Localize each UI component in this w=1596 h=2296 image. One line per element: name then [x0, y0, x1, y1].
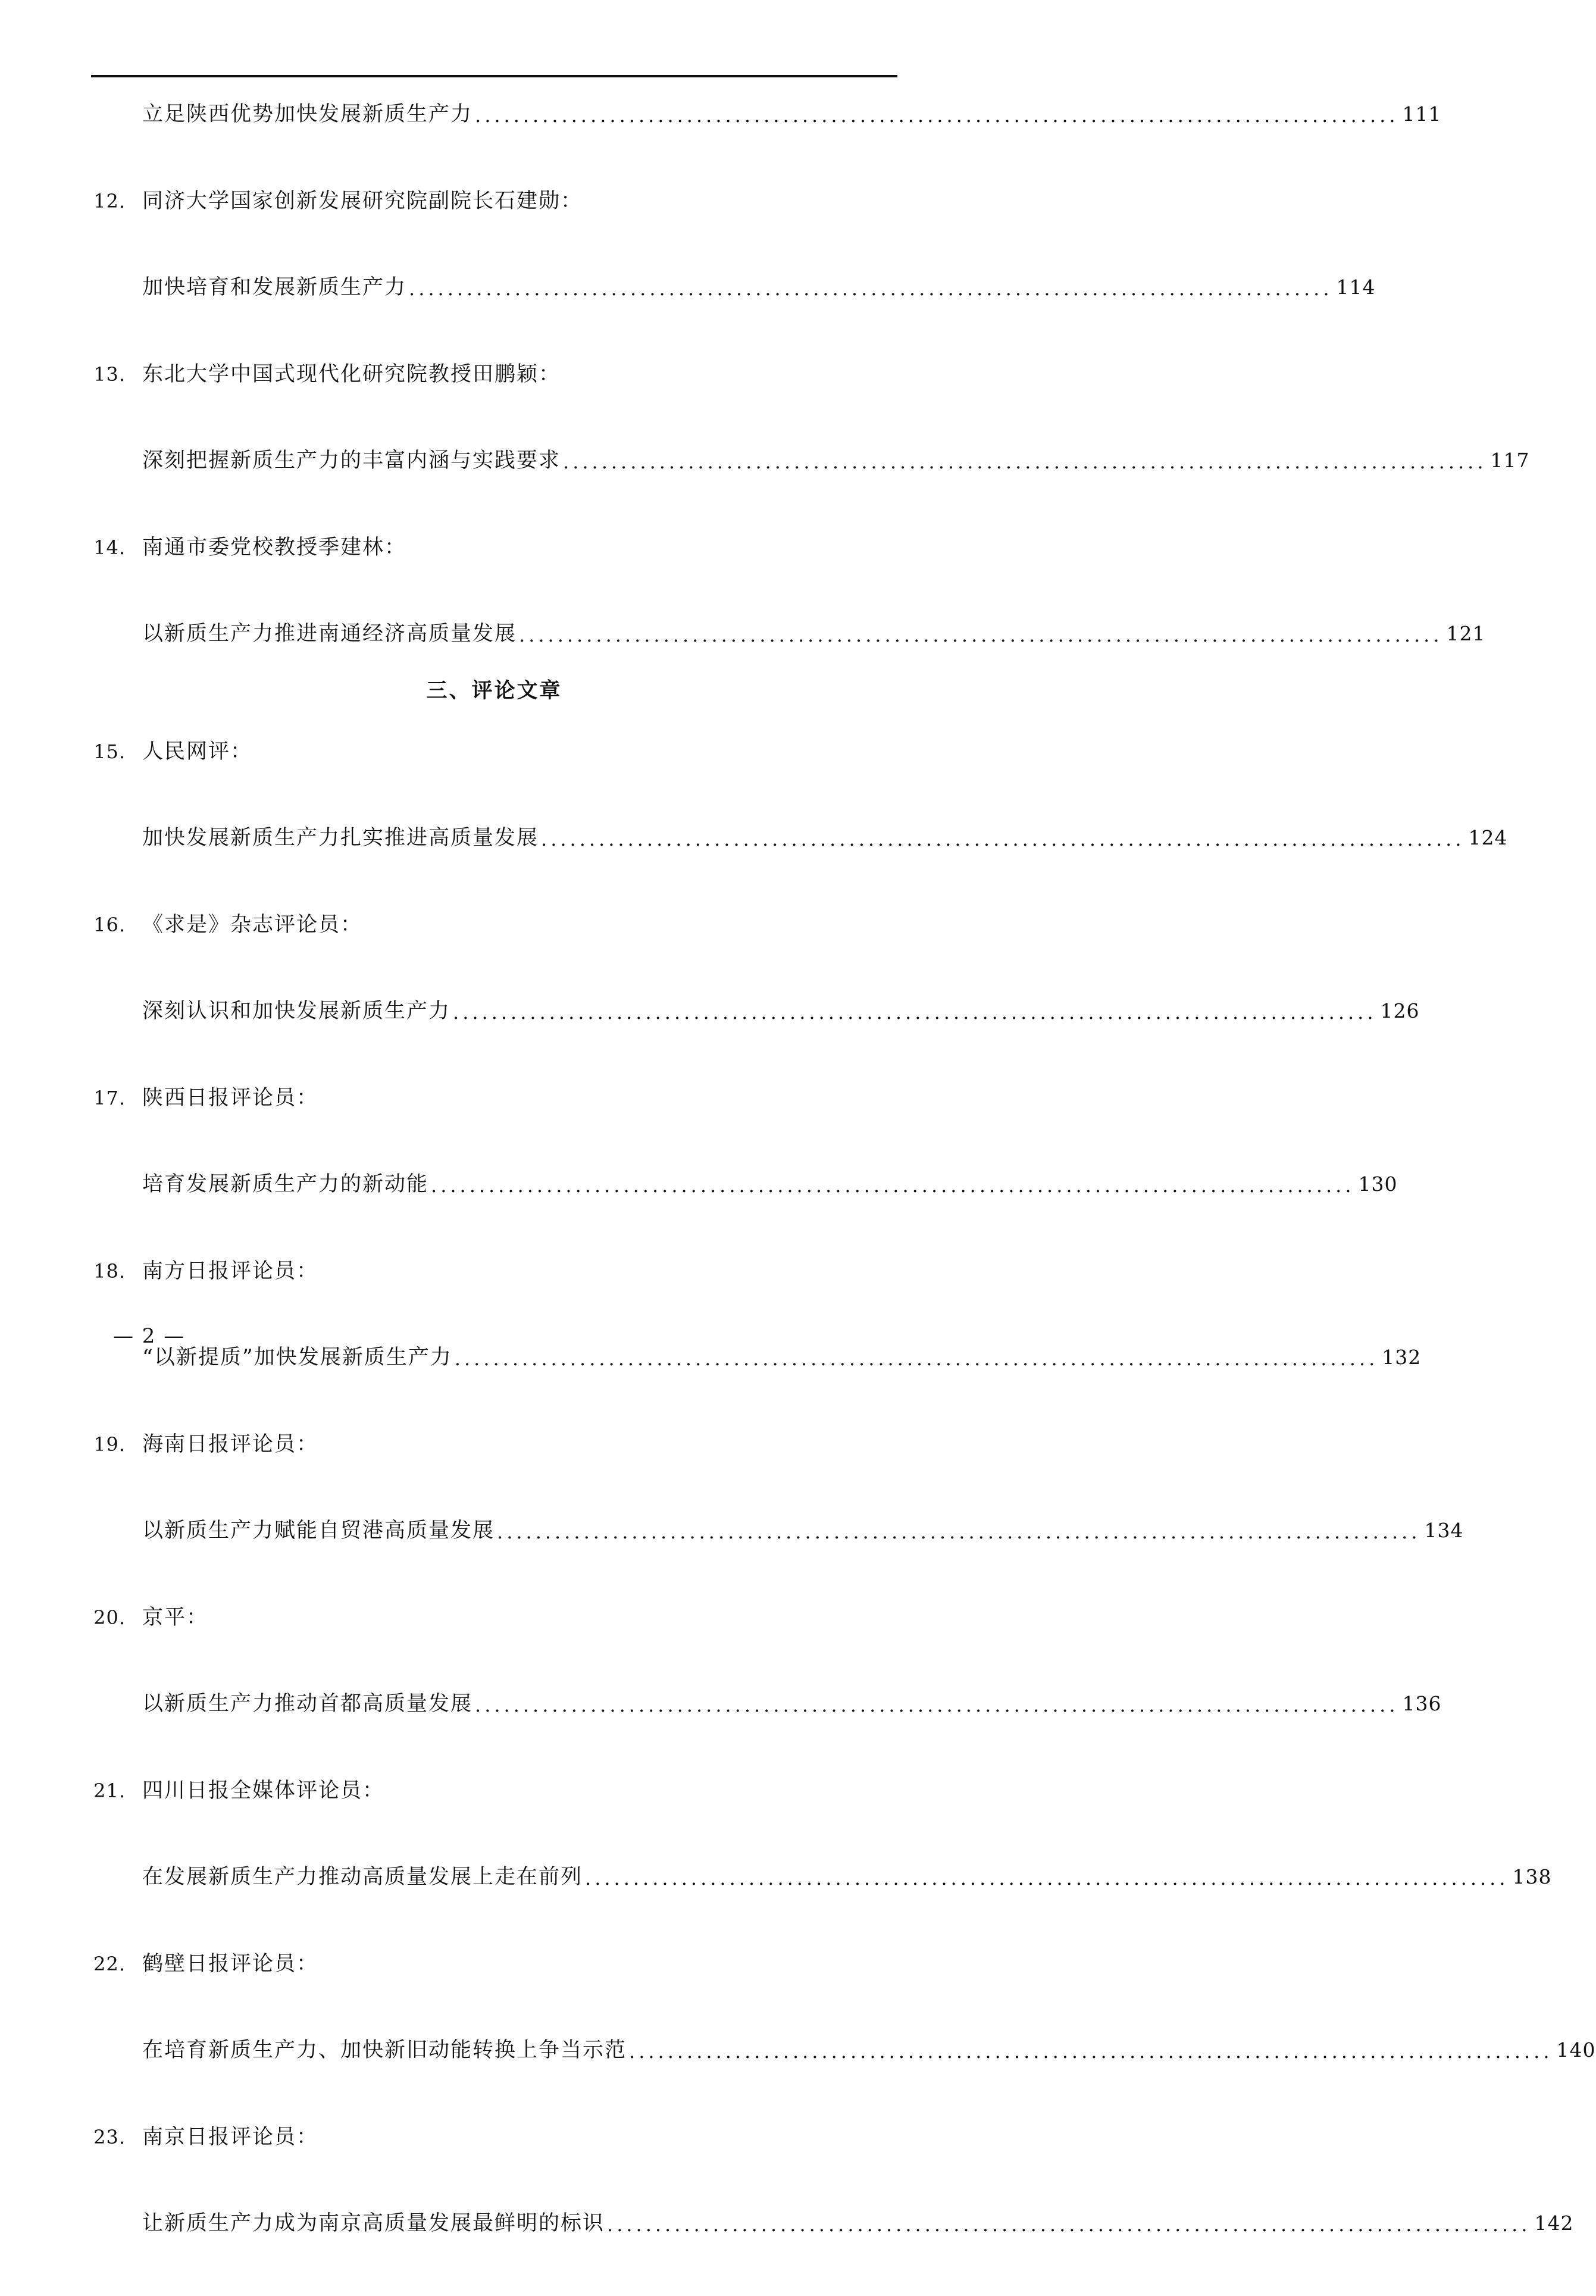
toc-page-number: 121	[1446, 622, 1486, 645]
toc-page-number: 126	[1380, 999, 1420, 1022]
toc-entry-author: 鹤壁日报评论员：	[142, 1952, 319, 1976]
toc-entry-number: 20.	[93, 1606, 126, 1629]
toc-leader-dots: ................................................................................................	[454, 1347, 1379, 1370]
section-heading: 三、评论文章	[426, 679, 562, 703]
toc-entry-title: “以新提质”加快发展新质生产力	[142, 1346, 452, 1369]
toc-entry-title: 加快发展新质生产力扎实推进高质量发展	[142, 826, 539, 850]
toc-entry-title: 深刻认识和加快发展新质生产力	[142, 999, 451, 1023]
toc-entry-author: 南方日报评论员：	[142, 1259, 319, 1283]
toc-entry-title: 深刻把握新质生产力的丰富内涵与实践要求	[142, 449, 561, 473]
toc-entry-number: 17.	[93, 1087, 126, 1109]
header-rule	[91, 75, 897, 77]
toc-leader-dots: ................................................................................................	[409, 277, 1333, 300]
toc-entry-number: 19.	[93, 1433, 126, 1456]
toc-entry-author: 京平：	[142, 1606, 209, 1629]
toc-entry-title: 以新质生产力推动首都高质量发展	[142, 1692, 473, 1716]
toc-entry-author-line	[91, 911, 897, 939]
toc-entry-title-line[interactable]	[91, 1863, 1552, 1891]
toc-entry-title: 加快培育和发展新质生产力	[142, 276, 407, 299]
toc-entry-title-line[interactable]	[91, 1690, 1442, 1718]
toc-entry-title: 以新质生产力赋能自贸港高质量发展	[142, 1519, 495, 1543]
toc-entry-title: 在培育新质生产力、加快新旧动能转换上争当示范	[142, 2038, 627, 2062]
toc-page-number: 114	[1336, 276, 1376, 299]
toc-entry-title: 立足陕西优势加快发展新质生产力	[142, 102, 473, 126]
toc-entry-number: 15.	[93, 740, 126, 763]
toc-leader-dots: ................................................................................................	[475, 1694, 1399, 1716]
toc-entry-author: 同济大学国家创新发展研究院副院长石建勋：	[142, 189, 583, 213]
toc-page-number: 132	[1382, 1346, 1422, 1369]
toc-entry-title-line[interactable]	[91, 2036, 1596, 2064]
toc-entry-author: 四川日报全媒体评论员：	[142, 1779, 385, 1803]
toc-page-number: 130	[1358, 1172, 1398, 1196]
toc-entry-title: 在发展新质生产力推动高质量发展上走在前列	[142, 1865, 583, 1889]
toc-entry-number: 16.	[93, 914, 126, 936]
toc-page-number: 142	[1534, 2211, 1574, 2235]
toc-entry-author-line	[91, 187, 897, 215]
toc-entry-number: 13.	[93, 363, 126, 386]
toc-entry-author-line	[91, 533, 897, 562]
toc-entry-number: 18.	[93, 1260, 126, 1282]
toc-entry-number: 21.	[93, 1779, 126, 1802]
toc-entry-number: 22.	[93, 1953, 126, 1975]
toc-entry-author: 南通市委党校教授季建林：	[142, 536, 407, 559]
toc-entry-author-line	[91, 1430, 897, 1459]
toc-leader-dots: ................................................................................................	[453, 1001, 1377, 1024]
toc-entry-author: 海南日报评论员：	[142, 1432, 319, 1456]
footer-page-number: — 2 —	[113, 1324, 186, 1348]
toc-leader-dots: ................................................................................................	[607, 2213, 1531, 2236]
toc-page-number: 124	[1468, 826, 1508, 849]
toc-entry-number: 12.	[93, 190, 126, 212]
toc-leader-dots: ................................................................................................	[519, 624, 1443, 646]
toc-entry-author: 东北大学中国式现代化研究院教授田鹏颖：	[142, 362, 561, 386]
toc-entry-title-line[interactable]	[91, 620, 1486, 648]
toc-entry-title: 培育发展新质生产力的新动能	[142, 1172, 429, 1196]
toc-entry-title-line[interactable]	[91, 824, 1508, 852]
toc-page-number: 136	[1402, 1692, 1442, 1715]
toc-page-number: 134	[1424, 1519, 1464, 1542]
toc-leader-dots: ................................................................................................	[585, 1867, 1509, 1890]
toc-entry-author: 陕西日报评论员：	[142, 1086, 319, 1110]
toc-leader-dots: ................................................................................................	[475, 104, 1399, 127]
toc-entry-title-line[interactable]	[91, 446, 1530, 475]
toc-page-number: 111	[1402, 102, 1442, 126]
toc-entry-author: 人民网评：	[142, 740, 253, 764]
toc-entry-author-line	[91, 1257, 897, 1285]
toc-entry-title-line[interactable]	[91, 1516, 1464, 1545]
table-of-contents	[91, 100, 1596, 2296]
toc-entry-author-line	[91, 737, 897, 766]
toc-page-number: 117	[1490, 449, 1530, 472]
toc-entry-author-line	[91, 1603, 897, 1632]
toc-entry-author-line	[91, 1950, 897, 1978]
toc-entry-number: 23.	[93, 2126, 126, 2148]
toc-entry-title-line[interactable]	[91, 273, 1376, 302]
toc-entry-title-line[interactable]	[91, 1170, 1398, 1199]
toc-page-number: 138	[1512, 1865, 1552, 1888]
toc-entry-author: 南京日报评论员：	[142, 2125, 319, 2149]
toc-entry-author: 《求是》杂志评论员：	[142, 913, 363, 937]
toc-entry-number: 14.	[93, 536, 126, 559]
toc-leader-dots: ................................................................................................	[431, 1174, 1355, 1197]
toc-leader-dots: ................................................................................................	[541, 828, 1465, 850]
toc-entry-title: 以新质生产力推进南通经济高质量发展	[142, 622, 517, 646]
toc-entry-title: 让新质生产力成为南京高质量发展最鲜明的标识	[142, 2211, 605, 2235]
toc-entry-title-line[interactable]	[91, 1343, 1422, 1372]
toc-entry-title-line[interactable]	[91, 997, 1420, 1025]
toc-leader-dots: ................................................................................................	[497, 1521, 1421, 1543]
toc-leader-dots: ................................................................................................	[563, 451, 1487, 473]
toc-entry-author-line	[91, 1776, 897, 1805]
toc-entry-title-line[interactable]	[91, 100, 1442, 129]
toc-page-number: 140	[1556, 2038, 1596, 2062]
toc-entry-title-line[interactable]	[91, 2209, 1574, 2238]
toc-entry-author-line	[91, 2123, 897, 2151]
toc-entry-author-line	[91, 360, 897, 389]
toc-entry-author-line	[91, 1084, 897, 1112]
toc-leader-dots: ................................................................................................	[629, 2040, 1553, 2063]
